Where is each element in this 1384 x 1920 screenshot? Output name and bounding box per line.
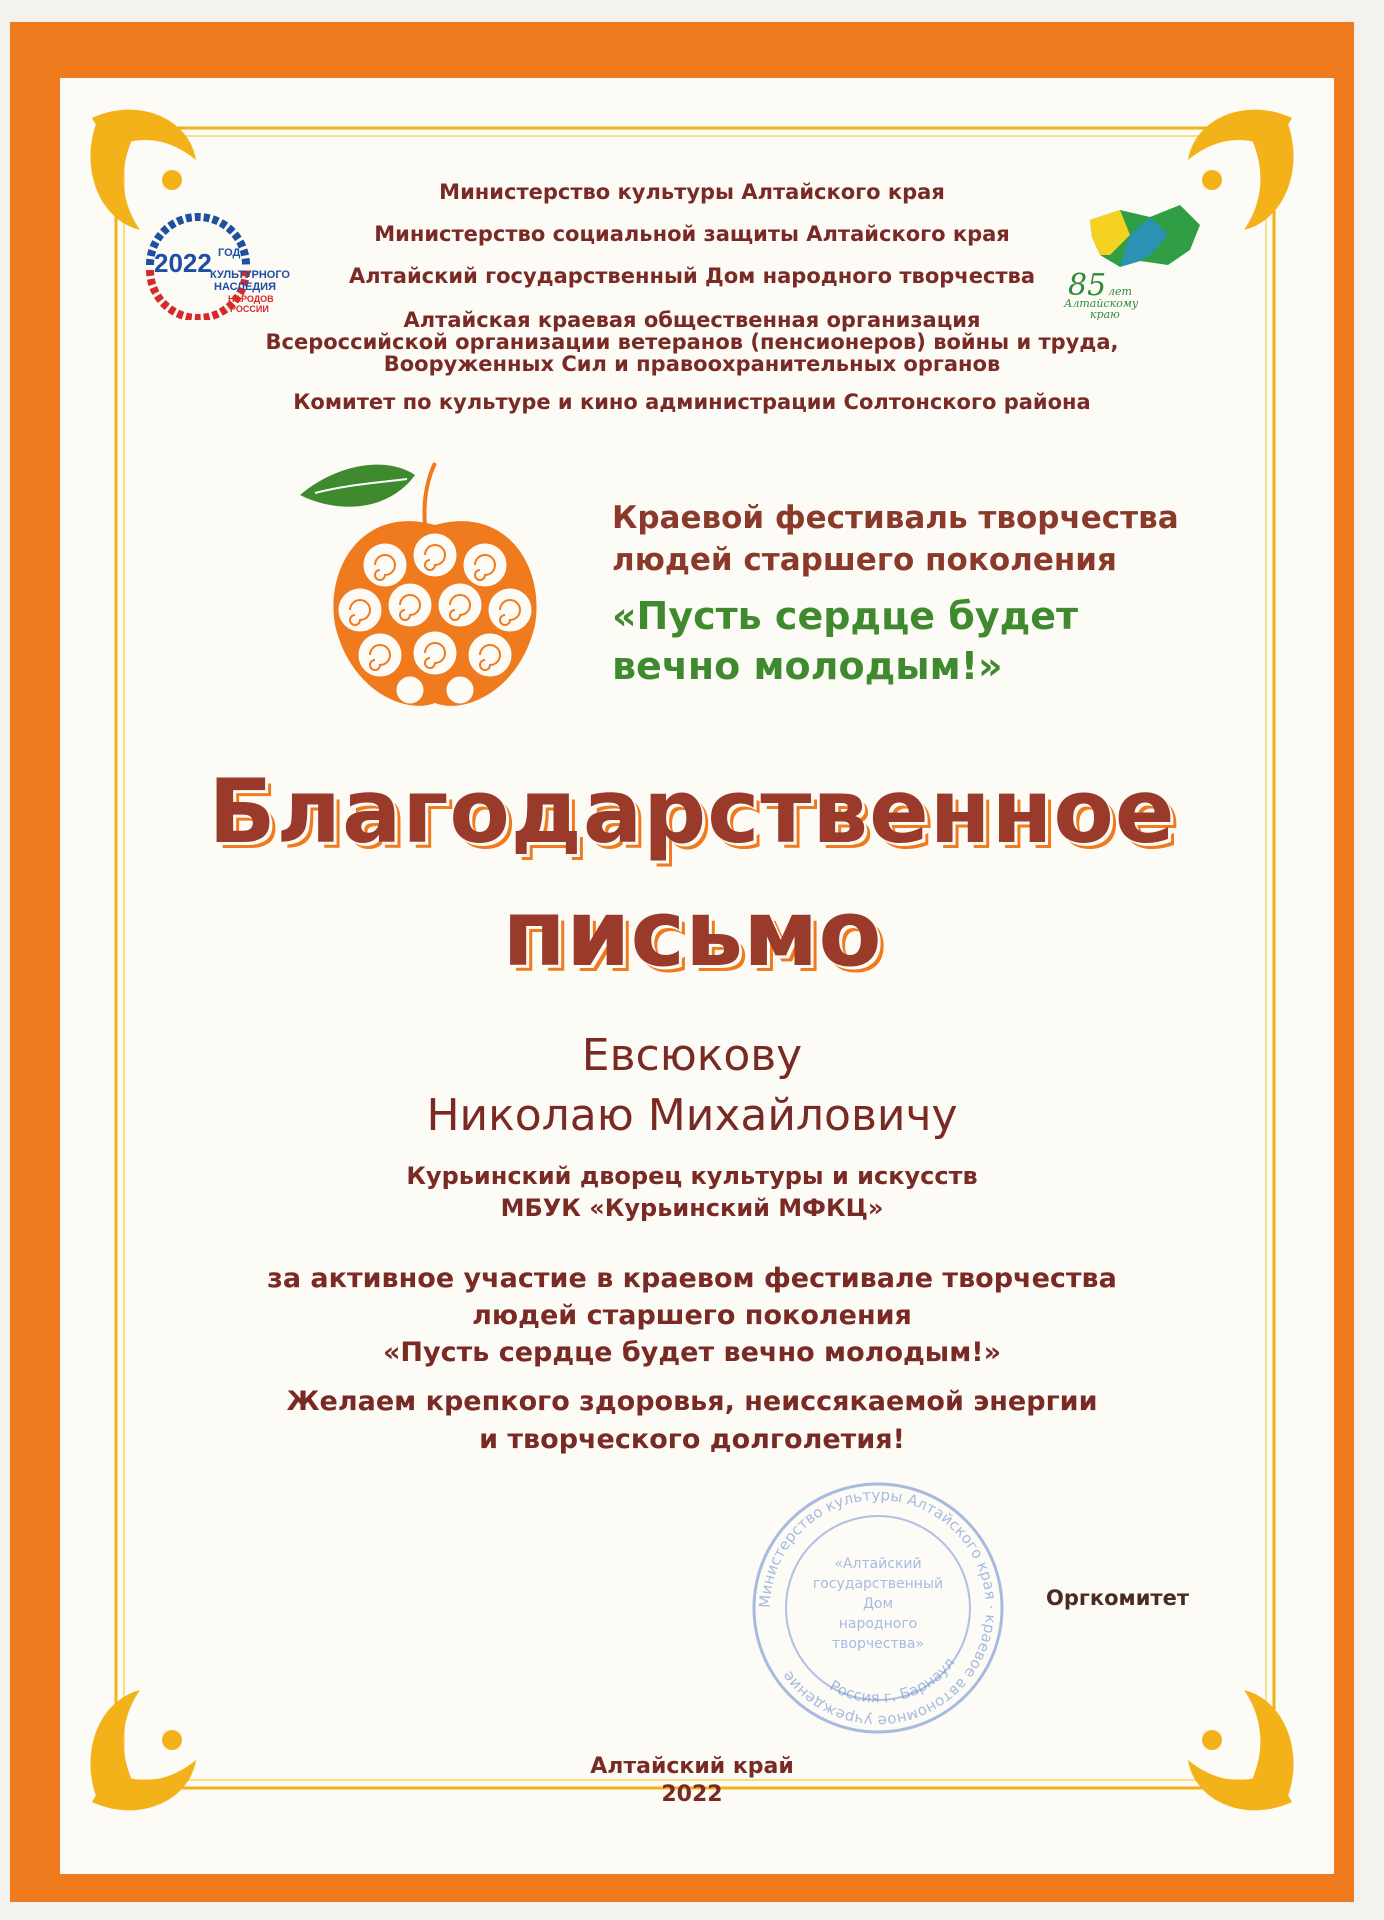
organizer-2: Министерство социальной защиты Алтайского края xyxy=(374,222,1010,246)
festival-slogan-line-2: вечно молодым!» xyxy=(612,644,1003,688)
logo-85: 85 xyxy=(1068,268,1107,303)
svg-text:НАРОДОВ: НАРОДОВ xyxy=(228,294,274,304)
svg-text:лет: лет xyxy=(1108,285,1132,298)
organizer-1: Министерство культуры Алтайского края xyxy=(439,180,945,204)
footer-place: Алтайский край xyxy=(590,1754,794,1779)
wish-line-1: Желаем крепкого здоровья, неиссякаемой энергии xyxy=(286,1386,1098,1417)
reason-line-2: людей старшего поколения xyxy=(472,1300,912,1331)
recipient-name: Николаю Михайловичу xyxy=(426,1090,958,1141)
title-line-1: Благодарственное xyxy=(208,760,1176,863)
svg-text:государственный: государственный xyxy=(812,1576,944,1592)
svg-text:Алтайскому: Алтайскому xyxy=(1064,297,1139,310)
recipient-org-line-1: Курьинский дворец культуры и искусств xyxy=(406,1162,978,1190)
svg-text:ГОД: ГОД xyxy=(218,247,241,259)
organizer-3: Алтайский государственный Дом народного творчества xyxy=(348,264,1036,288)
svg-text:краю: краю xyxy=(1090,308,1120,320)
svg-text:«Алтайский: «Алтайский xyxy=(834,1556,922,1572)
title-line-2: письмо xyxy=(502,880,882,987)
footer-year: 2022 xyxy=(661,1782,723,1807)
svg-text:Дом: Дом xyxy=(862,1596,894,1612)
svg-text:Министерство культуры Алтайско: Министерство культуры Алтайского края · краевое автономное учреждение xyxy=(755,1485,1001,1731)
recipient-surname: Евсюкову xyxy=(581,1030,803,1081)
recipient-org-line-2: МБУК «Курьинский МФКЦ» xyxy=(500,1194,884,1222)
svg-text:КУЛЬТУРНОГО: КУЛЬТУРНОГО xyxy=(210,269,290,281)
svg-text:РОССИИ: РОССИИ xyxy=(230,304,269,314)
svg-text:Россия г. Барнаул: Россия г. Барнаул xyxy=(826,1654,959,1707)
festival-line-2: людей старшего поколения xyxy=(612,542,1117,578)
festival-line-1: Краевой фестиваль творчества xyxy=(612,500,1179,536)
svg-text:НАСЛЕДИЯ: НАСЛЕДИЯ xyxy=(214,281,276,293)
official-stamp xyxy=(748,1478,1008,1738)
altai-85-years-logo xyxy=(1050,195,1210,320)
organization-line-3: Вооруженных Сил и правоохранительных органов xyxy=(383,352,1001,376)
svg-text:народного: народного xyxy=(838,1616,918,1632)
logo-year: 2022 xyxy=(154,248,212,278)
wish-line-2: и творческого долголетия! xyxy=(479,1424,905,1455)
festival-slogan-line-1: «Пусть сердце будет xyxy=(612,594,1079,638)
committee: Комитет по культуре и кино администрации Солтонского района xyxy=(293,390,1091,414)
apple-emblem xyxy=(295,455,585,725)
organization-line-2: Всероссийской организации ветеранов (пенсионеров) войны и труда, xyxy=(265,330,1119,354)
organization-line-1: Алтайская краевая общественная организация xyxy=(403,308,981,332)
signature-orgcommittee: Оргкомитет xyxy=(1046,1586,1190,1610)
svg-text:творчества»: творчества» xyxy=(832,1636,924,1652)
reason-line-1: за активное участие в краевом фестивале творчества xyxy=(267,1263,1117,1294)
reason-line-3: «Пусть сердце будет вечно молодым!» xyxy=(382,1337,1002,1368)
